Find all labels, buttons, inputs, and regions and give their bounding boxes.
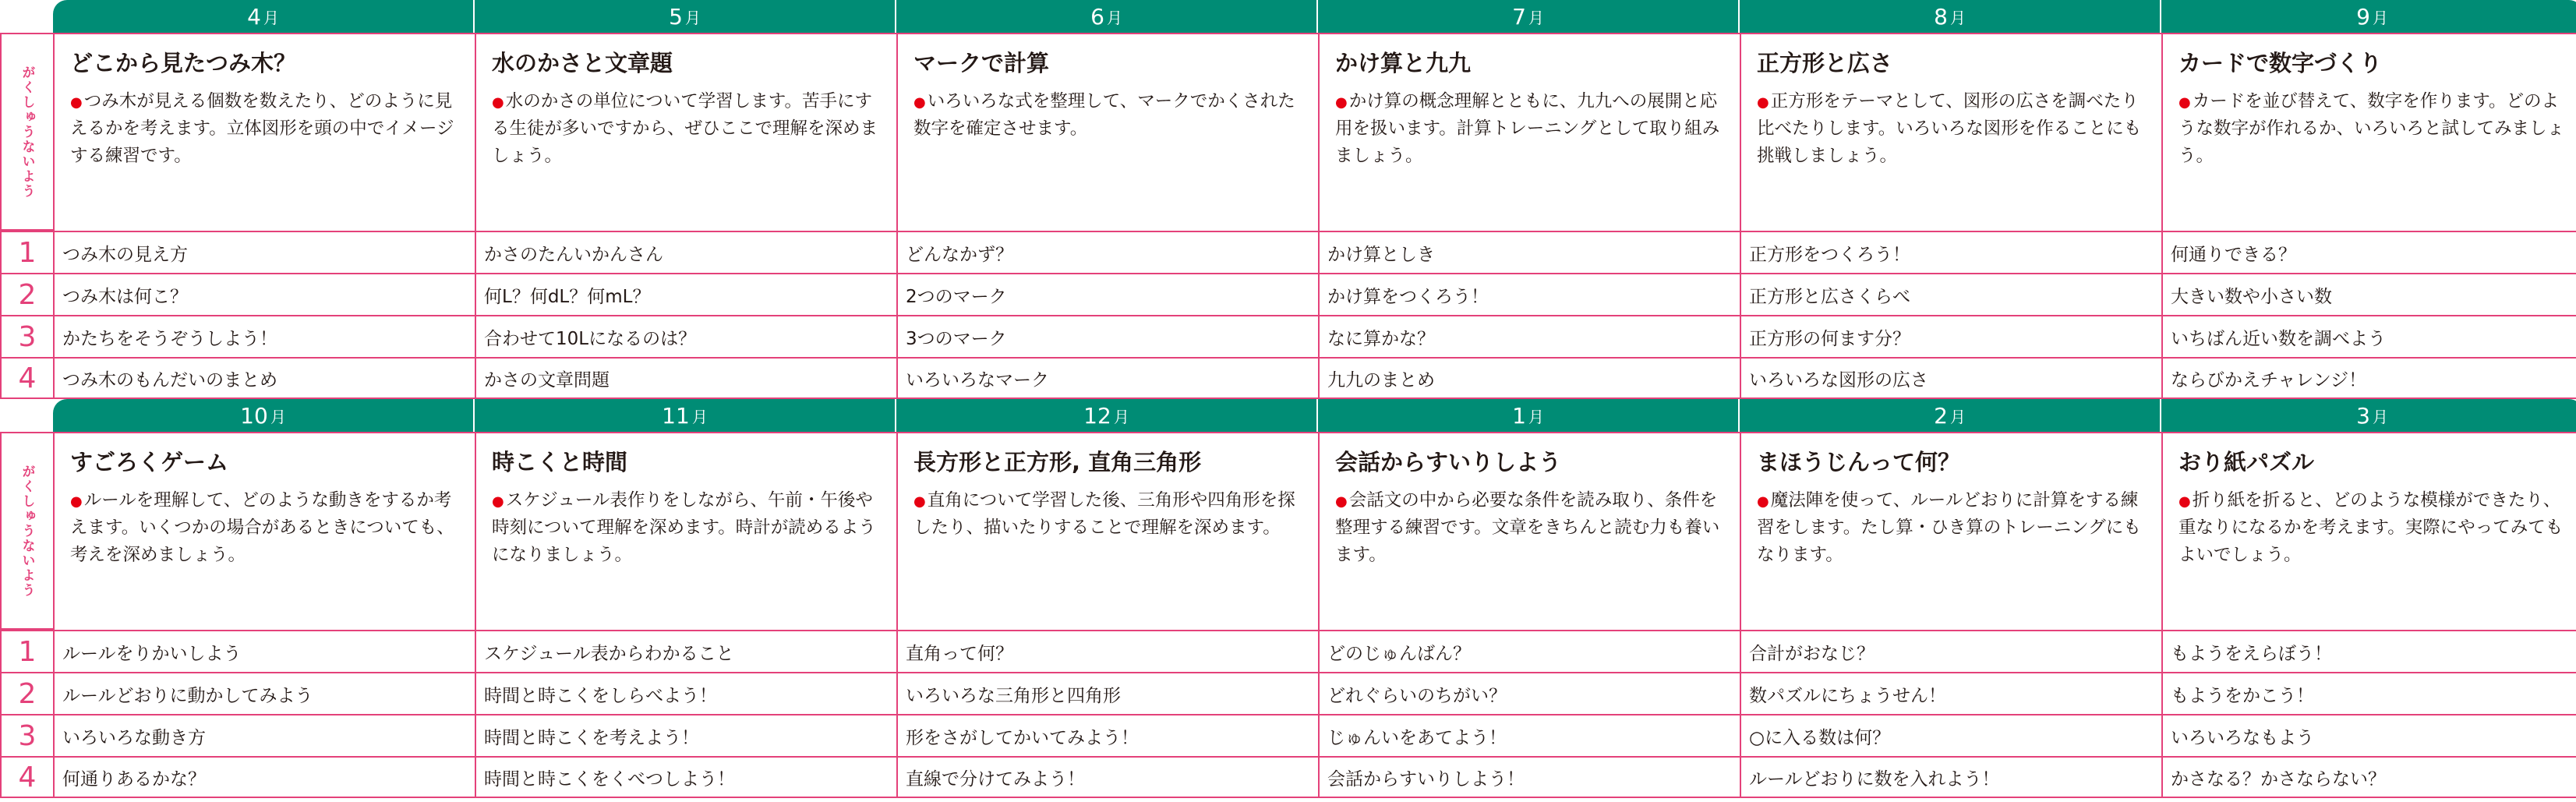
month-number: 1 — [1512, 402, 1526, 429]
lesson-item: どれぐらいのちがい？ — [1318, 672, 1740, 714]
lesson-item: かけ算としき — [1318, 231, 1740, 273]
lesson-item: かさのたんいかんさん — [475, 231, 896, 273]
bullet-icon: ● — [2178, 94, 2191, 111]
unit-description — [1757, 88, 2147, 170]
bullet-icon: ● — [1335, 94, 1348, 111]
unit-description-text: 会話文の中から必要な条件を読み取り、条件を整理する練習です。文章をきちんと読む力も養います。 — [1335, 489, 1720, 565]
lesson-item: いろいろな三角形と四角形 — [896, 672, 1318, 714]
month-unit: 月 — [691, 407, 708, 426]
month-header — [1740, 0, 2161, 33]
month-description-cell — [896, 33, 1318, 231]
unit-description — [1335, 88, 1726, 170]
unit-description — [70, 88, 461, 170]
month-header — [475, 0, 896, 33]
lesson-item: 時間と時こくをくべつしよう！ — [475, 756, 896, 798]
lesson-item: 数パズルにちょうせん！ — [1740, 672, 2161, 714]
month-description-cell — [896, 432, 1318, 630]
lesson-item: 合わせて10Lになるのは？ — [475, 315, 896, 357]
lesson-item: 正方形と広さくらべ — [1740, 273, 2161, 315]
lesson-item: いろいろな動き方 — [53, 714, 475, 756]
unit-title: おり紙パズル — [2178, 449, 2315, 475]
lesson-item: かさの文章問題 — [475, 357, 896, 399]
month-header — [1318, 399, 1740, 432]
lesson-item: ○に入る数は何？ — [1740, 714, 2161, 756]
unit-description — [913, 487, 1304, 542]
month-header — [1740, 399, 2161, 432]
month-unit: 月 — [2372, 407, 2388, 426]
unit-description-text: 水のかさの単位について学習します。苦手にする生徒が多いですから、ぜひここで理解を深めましょう。 — [492, 90, 878, 166]
unit-description — [1335, 487, 1726, 569]
unit-description-text: 正方形をテーマとして、図形の広さを調べたり比べたりします。いろいろな図形を作ることにも挑戦しましょう。 — [1757, 90, 2142, 166]
side-label: がくしゅうないよう — [19, 464, 35, 598]
month-header — [1318, 0, 1740, 33]
unit-description — [492, 487, 882, 569]
unit-description — [70, 487, 461, 569]
row-number: 2 — [0, 273, 53, 315]
lesson-item: 3つのマーク — [896, 315, 1318, 357]
bullet-icon: ● — [1757, 94, 1769, 111]
row-number: 3 — [0, 315, 53, 357]
unit-title: 長方形と正方形, 直角三角形 — [913, 449, 1202, 475]
lesson-item: もようをえらぼう！ — [2161, 630, 2576, 672]
lesson-item: 形をさがしてかいてみよう！ — [896, 714, 1318, 756]
unit-description-text: いろいろな式を整理して、マークでかくされた数字を確定させます。 — [913, 90, 1295, 139]
unit-description — [913, 88, 1304, 143]
lesson-item: 何通りできる？ — [2161, 231, 2576, 273]
unit-description-text: ルールを理解して、どのような動きをするか考えます。いくつかの場合があるときについても、考えを深めましょう。 — [70, 489, 454, 565]
bullet-icon: ● — [913, 493, 926, 510]
month-number: 3 — [2356, 402, 2370, 429]
unit-description-text: かけ算の概念理解とともに、九九への展開と応用を扱います。計算トレーニングとして取り組みましょう。 — [1335, 90, 1720, 166]
month-unit: 月 — [270, 407, 286, 426]
unit-description-text: スケジュール表作りをしながら、午前・午後や時刻について理解を深めます。時計が読めるようになりましょう。 — [492, 489, 876, 565]
lesson-item: ルールどおりに動かしてみよう — [53, 672, 475, 714]
unit-title: どこから見たつみ木？ — [70, 50, 297, 76]
month-number: 4 — [247, 3, 261, 30]
lesson-item: 直線で分けてみよう！ — [896, 756, 1318, 798]
side-label-cell — [0, 432, 53, 630]
unit-title: 会話からすいりしよう — [1335, 449, 1562, 475]
lesson-item: 九九のまとめ — [1318, 357, 1740, 399]
unit-title: すごろくゲーム — [70, 449, 229, 475]
month-description-cell — [1318, 33, 1740, 231]
month-header — [475, 399, 896, 432]
month-number: 6 — [1090, 3, 1104, 30]
month-number: 8 — [1934, 3, 1948, 30]
month-unit: 月 — [1528, 407, 1544, 426]
row-number: 2 — [0, 672, 53, 714]
unit-description-text: つみ木が見える個数を数えたり、どのように見えるかを考えます。立体図形を頭の中でイメージする練習です。 — [70, 90, 454, 166]
lesson-item: 会話からすいりしよう！ — [1318, 756, 1740, 798]
bullet-icon: ● — [70, 94, 83, 111]
lesson-item: なに算かな？ — [1318, 315, 1740, 357]
month-header — [2161, 0, 2576, 33]
row-number: 4 — [0, 357, 53, 399]
unit-title: 水のかさと文章題 — [492, 50, 673, 76]
month-unit: 月 — [1949, 407, 1966, 426]
month-number: 7 — [1512, 3, 1526, 30]
month-unit: 月 — [2372, 8, 2388, 27]
month-unit: 月 — [1528, 8, 1544, 27]
bullet-icon: ● — [1757, 493, 1769, 510]
lesson-item: 直角って何？ — [896, 630, 1318, 672]
side-label-cell — [0, 33, 53, 231]
unit-description — [2178, 487, 2567, 569]
month-description-cell — [2161, 432, 2576, 630]
unit-description-text: 折り紙を折ると、どのような模様ができたり、重なりになるかを考えます。実際にやってみてもよいでしょう。 — [2178, 489, 2564, 565]
lesson-item: いろいろなもよう — [2161, 714, 2576, 756]
curriculum-table-oct-mar — [0, 399, 2576, 798]
month-unit: 月 — [684, 8, 701, 27]
bullet-icon: ● — [1335, 493, 1348, 510]
lesson-item: 時間と時こくを考えよう！ — [475, 714, 896, 756]
lesson-item: いろいろな図形の広さ — [1740, 357, 2161, 399]
lesson-item: いちばん近い数を調べよう — [2161, 315, 2576, 357]
lesson-item: ルールをりかいしよう — [53, 630, 475, 672]
bullet-icon: ● — [492, 94, 504, 111]
lesson-item: 合計がおなじ？ — [1740, 630, 2161, 672]
lesson-item: 何通りあるかな？ — [53, 756, 475, 798]
lesson-item: かさなる？かさならない？ — [2161, 756, 2576, 798]
unit-title: マークで計算 — [913, 50, 1050, 76]
unit-description — [2178, 88, 2567, 170]
month-header — [53, 0, 475, 33]
lesson-item: 大きい数や小さい数 — [2161, 273, 2576, 315]
lesson-item: スケジュール表からわかること — [475, 630, 896, 672]
lesson-item: 2つのマーク — [896, 273, 1318, 315]
row-number: 1 — [0, 231, 53, 273]
lesson-item: 時間と時こくをしらべよう！ — [475, 672, 896, 714]
unit-title: カードで数字づくり — [2178, 50, 2383, 76]
month-header — [896, 399, 1318, 432]
month-unit: 月 — [263, 8, 279, 27]
row-number: 1 — [0, 630, 53, 672]
lesson-item: どんなかず？ — [896, 231, 1318, 273]
month-description-cell — [53, 432, 475, 630]
lesson-item: つみ木の見え方 — [53, 231, 475, 273]
lesson-item: つみ木は何こ？ — [53, 273, 475, 315]
row-number: 3 — [0, 714, 53, 756]
lesson-item: つみ木のもんだいのまとめ — [53, 357, 475, 399]
month-description-cell — [1740, 432, 2161, 630]
lesson-item: どのじゅんばん？ — [1318, 630, 1740, 672]
lesson-item: もようをかこう！ — [2161, 672, 2576, 714]
month-unit: 月 — [1113, 407, 1129, 426]
month-description-cell — [1318, 432, 1740, 630]
curriculum-table-apr-sep — [0, 0, 2576, 399]
unit-title: かけ算と九九 — [1335, 50, 1472, 76]
unit-title: 正方形と広さ — [1757, 50, 1893, 76]
month-number: 10 — [240, 402, 268, 429]
month-description-cell — [53, 33, 475, 231]
month-number: 11 — [662, 402, 690, 429]
header-corner — [0, 0, 53, 33]
month-description-cell — [475, 33, 896, 231]
month-unit: 月 — [1949, 8, 1966, 27]
month-number: 5 — [669, 3, 683, 30]
month-number: 2 — [1934, 402, 1948, 429]
lesson-item: 正方形をつくろう！ — [1740, 231, 2161, 273]
month-number: 9 — [2356, 3, 2370, 30]
unit-description-text: 直角について学習した後、三角形や四角形を探したり、描いたりすることで理解を深めます。 — [913, 489, 1295, 538]
unit-description — [492, 88, 882, 170]
lesson-item: 何L？何dL？何mL？ — [475, 273, 896, 315]
month-unit: 月 — [1106, 8, 1122, 27]
lesson-item: 正方形の何ます分？ — [1740, 315, 2161, 357]
bullet-icon: ● — [2178, 493, 2191, 510]
month-header — [53, 399, 475, 432]
month-description-cell — [2161, 33, 2576, 231]
header-corner — [0, 399, 53, 432]
month-description-cell — [475, 432, 896, 630]
unit-description-text: カードを並び替えて、数字を作ります。どのような数字が作れるか、いろいろと試してみましょう。 — [2178, 90, 2565, 166]
row-number: 4 — [0, 756, 53, 798]
month-description-cell — [1740, 33, 2161, 231]
unit-description — [1757, 487, 2147, 569]
unit-title: 時こくと時間 — [492, 449, 628, 475]
lesson-item: じゅんいをあてよう！ — [1318, 714, 1740, 756]
month-header — [2161, 399, 2576, 432]
bullet-icon: ● — [492, 493, 504, 510]
month-number: 12 — [1083, 402, 1111, 429]
unit-title: まほうじんって何？ — [1757, 449, 1961, 475]
lesson-item: かけ算をつくろう！ — [1318, 273, 1740, 315]
bullet-icon: ● — [70, 493, 83, 510]
lesson-item: ならびかえチャレンジ！ — [2161, 357, 2576, 399]
month-header — [896, 0, 1318, 33]
lesson-item: いろいろなマーク — [896, 357, 1318, 399]
bullet-icon: ● — [913, 94, 926, 111]
lesson-item: かたちをそうぞうしよう！ — [53, 315, 475, 357]
lesson-item: ルールどおりに数を入れよう！ — [1740, 756, 2161, 798]
side-label: がくしゅうないよう — [19, 65, 35, 199]
unit-description-text: 魔法陣を使って、ルールどおりに計算をする練習をします。たし算・ひき算のトレーニングにもなります。 — [1757, 489, 2141, 565]
